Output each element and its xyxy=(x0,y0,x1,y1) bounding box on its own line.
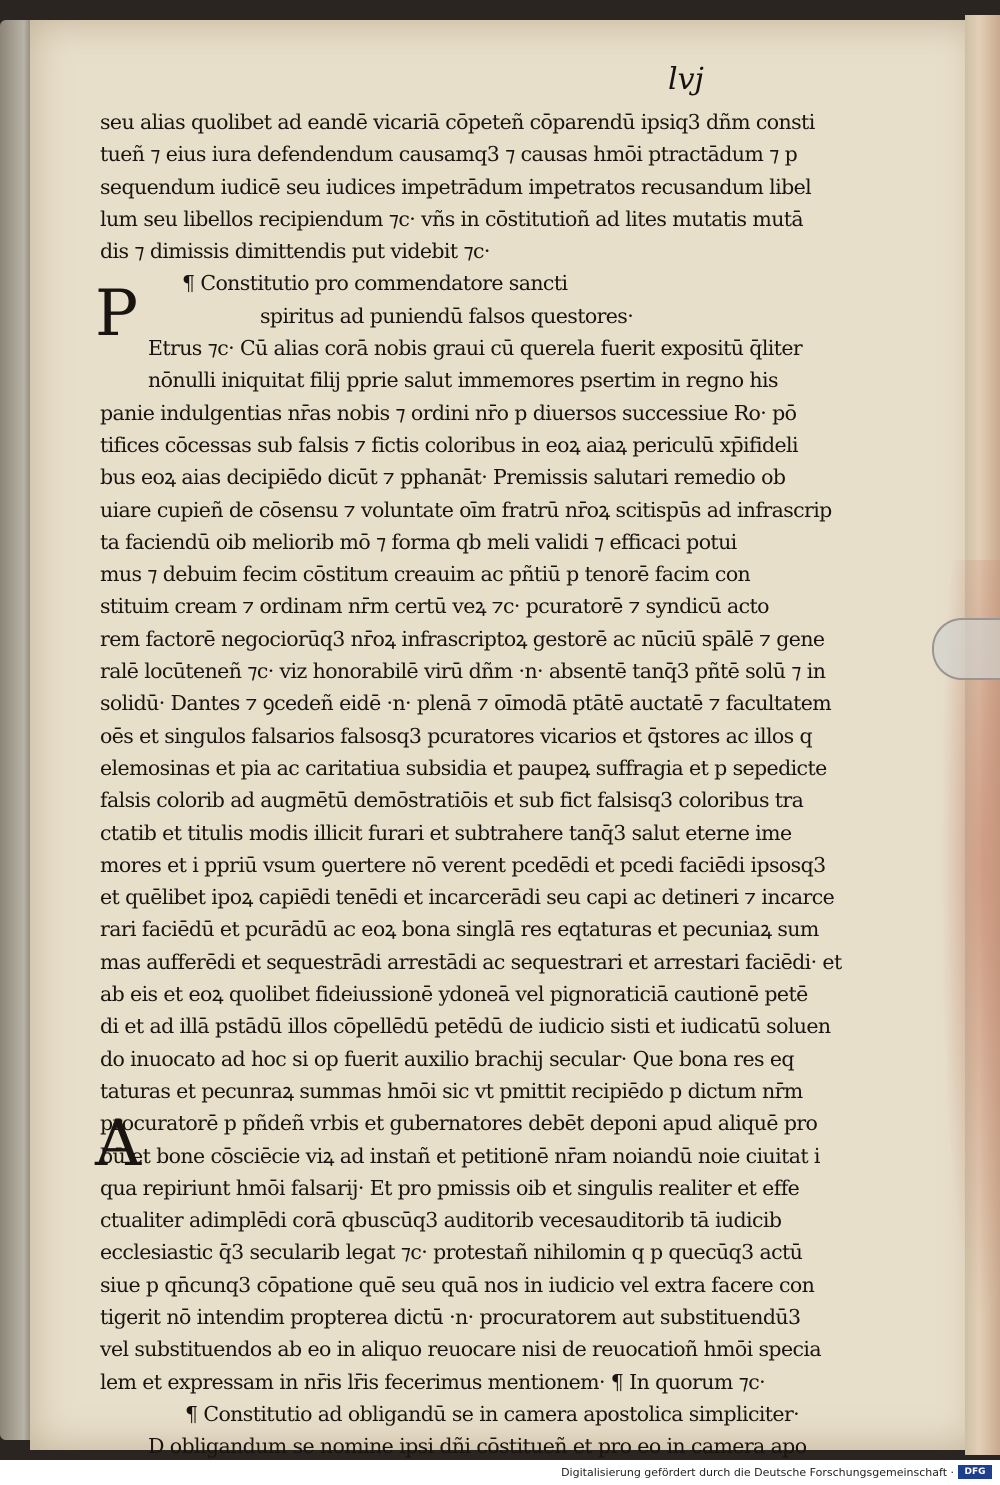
dfg-logo: DFG xyxy=(958,1465,992,1479)
folio-number: lvj xyxy=(668,62,704,97)
text-line: seu alias quolibet ad eandē vicariā cōpeteñ cōparendū ipsiq3 dñm consti xyxy=(100,110,815,134)
text-line: do inuocato ad hoc si op fuerit auxilio brachij secular· Que bona res eq xyxy=(100,1046,794,1071)
text-line: oēs et singulos falsarios falsosq3 pcuratores vicarios et q̄stores ac illos q xyxy=(100,723,813,748)
text-line: Etrus ⁊c· Cū alias corā nobis graui cū querela fuerit expositū q̄liter xyxy=(148,336,803,361)
text-line: D obligandum se nomine ipsi dñi cōstitueñ et pro eo in camera apo xyxy=(148,1434,807,1459)
text-line: stituim cream ⁊ ordinam nr̄m certū veꝝ ⁊c· pcuratorē ⁊ syndicū acto xyxy=(100,594,769,619)
text-line: qua repiriunt hmōi falsarij· Et pro pmissis oib et singulis realiter et effe xyxy=(100,1175,800,1200)
section-heading-cont: spiritus ad puniendū falsos questores· xyxy=(260,303,634,328)
text-line: nōnulli iniquitat filij pprie salut immemores psertim in regno his xyxy=(148,368,778,393)
text-line: ta faciendū oib meliorib mō ⁊ forma qb meli validi ⁊ efficaci potui xyxy=(100,529,737,554)
text-line: vel substituendos ab eo in aliquo reuocare nisi de reuocatioñ hmōi specia xyxy=(100,1337,821,1362)
text-line: sequendum iudicē seu iudices impetrādum impetratos recusandum libel xyxy=(100,174,812,199)
text-line: lum seu libellos recipiendum ⁊c· vñs in cōstitutioñ ad lites mutatis mutā xyxy=(100,206,804,231)
text-line: lem et expressam in nr̄is lr̄is fecerimus mentionem· ¶ In quorum ⁊c· xyxy=(100,1369,765,1394)
text-line: ab eis et eoꝝ quolibet fideiussionē ydoneā vel pignoraticiā cautionē petē xyxy=(100,982,808,1007)
text-line: falsis colorib ad augmētū demōstratiōis et sub fict falsisq3 coloribus tra xyxy=(100,788,804,813)
funding-credit: Digitalisierung gefördert durch die Deutsche Forschungsgemeinschaft · xyxy=(561,1466,954,1479)
page-clip xyxy=(932,618,1000,680)
text-line: dis ⁊ dimissis dimittendis put videbit ⁊c· xyxy=(100,239,490,264)
text-line: ctatib et titulis modis illicit furari et subtrahere tanq̄3 salut eterne ime xyxy=(100,820,792,845)
text-line: siue p qn̄cunq3 cōpatione quē seu quā nos in iudicio vel extra facere con xyxy=(100,1272,815,1297)
text-line: panie indulgentias nr̄as nobis ⁊ ordini nr̄o p diuersos successiue Ro· pō xyxy=(100,400,797,425)
text-line: di et ad illā pstādū illos cōpellēdū petēdū de iudicio sisti et iudicatū soluen xyxy=(100,1014,831,1039)
text-line: procuratorē p pñdeñ vrbis et gubernatores debēt deponi apud aliquē pro xyxy=(100,1111,818,1136)
text-line: bus eoꝝ aias decipiēdo dicūt ⁊ pphanāt· Premissis salutari remedio ob xyxy=(100,465,786,490)
text-line: taturas et pecunraꝝ summas hmōi sic vt pmittit recipiēdo p dictum nr̄m xyxy=(100,1078,803,1103)
text-line: elemosinas et pia ac caritatiua subsidia et paupeꝝ suffragia et p sepedicte xyxy=(100,755,827,780)
text-line: ecclesiastic q̄3 secularib legat ⁊c· protestañ nihilomin q p quecūq3 actū xyxy=(100,1240,803,1265)
text-line: tigerit nō intendim propterea dictū ·n· procuratorem aut substituendū3 xyxy=(100,1304,801,1329)
text-line: mus ⁊ debuim fecim cōstitum creauim ac pñtiū p tenorē facim con xyxy=(100,562,751,587)
text-line: rari faciēdū et pcurādū ac eoꝝ bona singlā res eqtaturas et pecuniaꝝ sum xyxy=(100,917,819,942)
text-line: ctualiter adimplēdi corā qbuscūq3 auditorib vecesauditorib tā iudicib xyxy=(100,1208,782,1233)
text-line: uiare cupieñ de cōsensu ⁊ voluntate oīm fratrū nr̄oꝝ scitispūs ad infrascrip xyxy=(100,497,832,522)
text-line: mores et i ppriū vsum ꝯuertere nō verent pcedēdi et pcedi faciēdi ipsosq3 xyxy=(100,852,826,877)
text-line: rem factorē negociorūq3 nr̄oꝝ infrascriptoꝝ gestorē ac nūciū spālē ⁊ gene xyxy=(100,626,825,651)
text-line: tueñ ⁊ eius iura defendendum causamq3 ⁊ causas hmōi ptractādum ⁊ p xyxy=(100,142,798,167)
text-line: solidū· Dantes ⁊ ꝯcedeñ eidē ·n· plenā ⁊ oīmodā ptātē auctatē ⁊ facultatem xyxy=(100,691,832,716)
text-line: ralē locūteneñ ⁊c· viz honorabilē virū dñm ·n· absentē tanq̄3 pñtē solū ⁊ in xyxy=(100,659,826,684)
text-line: et quēlibet ipoꝝ capiēdi tenēdi et incarcerādi seu capi ac detineri ⁊ incarce xyxy=(100,885,835,910)
text-line: tifices cōcessas sub falsis ⁊ fictis coloribus in eoꝝ aiaꝝ periculū xp̄ifideli xyxy=(100,432,798,457)
text-line: mas aufferēdi et sequestrādi arrestādi ac sequestrari et arrestari faciēdi· et xyxy=(100,949,842,974)
footer-bar xyxy=(0,1460,1000,1485)
initial-p: P xyxy=(95,277,138,351)
section-heading: ¶ Constitutio ad obligandū se in camera apostolica simpliciter· xyxy=(185,1401,800,1426)
text-line: bū et bone cōsciēcie viꝝ ad instañ et petitionē nr̄am noiandū noie ciuitat i xyxy=(100,1143,820,1168)
section-heading: ¶ Constitutio pro commendatore sancti xyxy=(182,271,568,296)
main-text-block xyxy=(95,106,842,1460)
initial-a: A xyxy=(95,1107,141,1181)
